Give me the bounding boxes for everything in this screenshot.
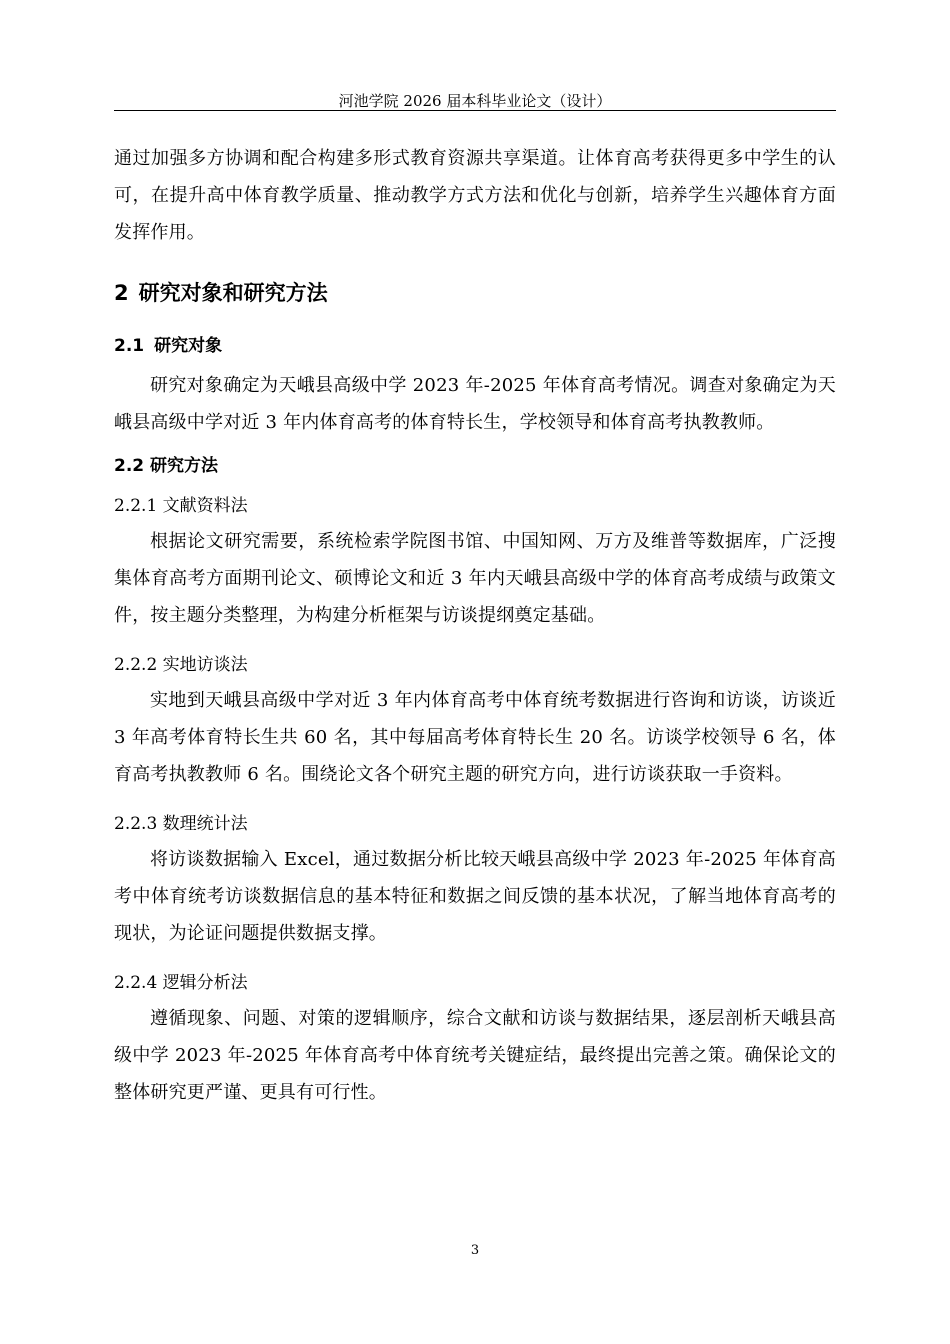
page-number: 3 [470,1243,480,1258]
section-title: 研究对象和研究方法 [138,281,328,305]
subsubsection-heading-literature: 2.2.1 文献资料法 [114,496,248,516]
running-header: 河池学院 2026 届本科毕业论文（设计） [338,92,612,110]
paragraph-logic: 遵循现象、问题、对策的逻辑顺序，综合文献和访谈与数据结果，逐层剖析天峨县高级中学 2023 年-2025 年体育高考中体育统考关键症结，最终提出完善之策。确保论文的整体研究更严谨、更具有可行性。 [114,1008,836,1103]
subsection-heading-research-method: 2.2 研究方法 [114,456,219,476]
subsubsection-heading-logic: 2.2.4 逻辑分析法 [114,973,248,993]
subsection-number: 2.1 [114,336,145,356]
subsection-heading-research-object [114,335,222,357]
paragraph-interview: 实地到天峨县高级中学对近 3 年内体育高考中体育统考数据进行咨询和访谈，访谈近 3 年高考体育特长生共 60 名，其中每届高考体育特长生 20 名。访谈学校领导 6 名，体育高考执教教师 6 名。围绕论文各个研究主题的研究方向，进行访谈获取一手资料。 [114,690,836,785]
paragraph-research-object: 研究对象确定为天峨县高级中学 2023 年-2025 年体育高考情况。调查对象确定为天峨县高级中学对近 3 年内体育高考的体育特长生，学校领导和体育高考执教教师。 [114,375,836,433]
subsubsection-heading-interview: 2.2.2 实地访谈法 [114,655,248,675]
paragraph-intro: 通过加强多方协调和配合构建多形式教育资源共享渠道。让体育高考获得更多中学生的认可，在提升高中体育教学质量、推动教学方式方法和优化与创新，培养学生兴趣体育方面发挥作用。 [114,148,836,243]
section-number: 2 [114,281,129,305]
subsection-title: 研究对象 [154,336,223,356]
header-rule [114,110,836,111]
subsubsection-heading-statistics: 2.2.3 数理统计法 [114,814,248,834]
paragraph-statistics: 将访谈数据输入 Excel，通过数据分析比较天峨县高级中学 2023 年-2025 年体育高考中体育统考访谈数据信息的基本特征和数据之间反馈的基本状况，了解当地体育高考的现状，为论证问题提供数据支撑。 [114,849,836,944]
section-heading [114,280,328,306]
paragraph-literature: 根据论文研究需要，系统检索学院图书馆、中国知网、万方及维普等数据库，广泛搜集体育高考方面期刊论文、硕博论文和近 3 年内天峨县高级中学的体育高考成绩与政策文件，按主题分类整理，为构建分析框架与访谈提纲奠定基础。 [114,531,836,626]
